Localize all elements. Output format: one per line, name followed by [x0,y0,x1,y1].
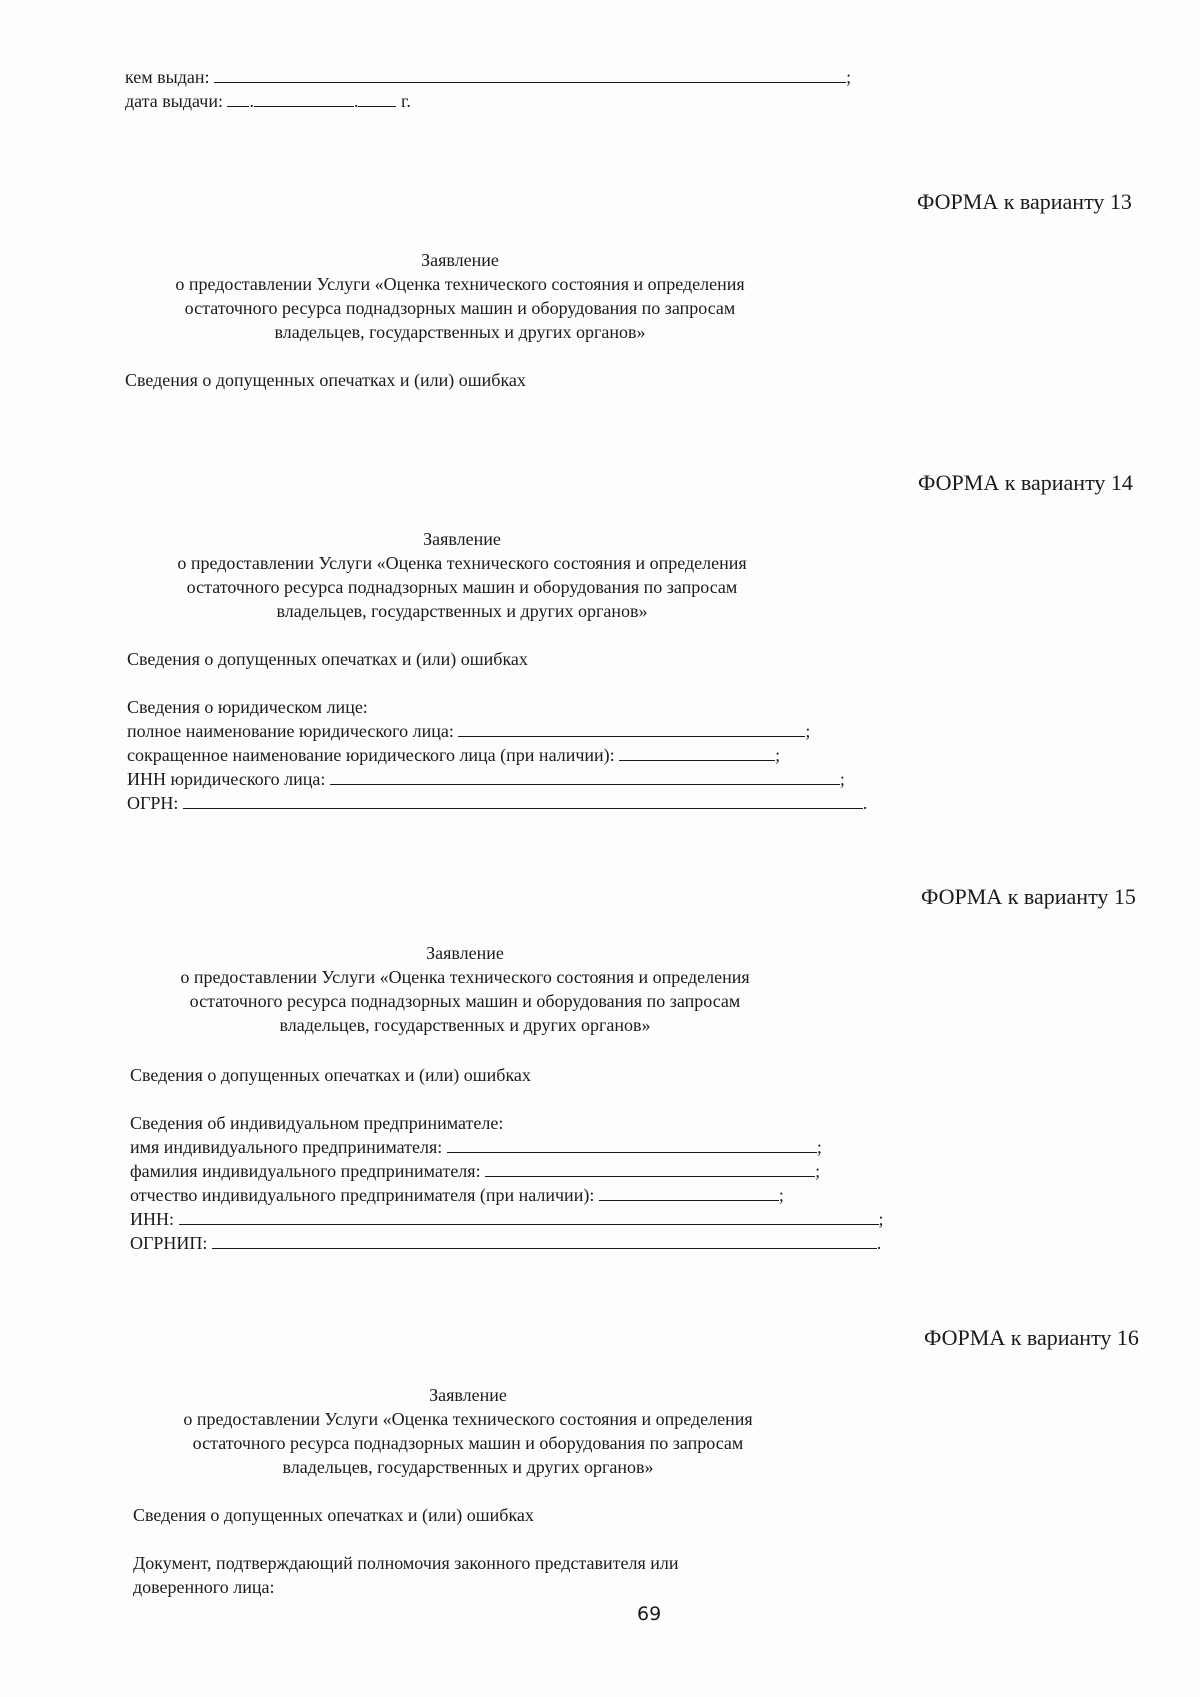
semicolon: ; [839,769,845,789]
application-title: Заявление [429,1385,507,1405]
form-14-label: ФОРМА к варианту 14 [918,470,1133,495]
form-13-application [130,248,790,344]
ip-inn-row [130,1208,884,1230]
legal-short-name-field[interactable] [619,746,775,761]
period: . [862,793,868,813]
form-16-errors-label: Сведения о допущенных опечатках и (или) ошибках [133,1505,534,1525]
application-line-2: остаточного ресурса поднадзорных машин и оборудования по запросам [184,298,736,318]
issue-day-field[interactable] [227,92,249,107]
ip-patronymic-row [130,1184,784,1206]
legal-short-name-label: сокращенное наименование юридического лица (при наличии): [127,745,615,765]
legal-short-name-row [127,744,780,766]
legal-ogrn-field[interactable] [183,794,863,809]
application-line-2: остаточного ресурса поднадзорных машин и оборудования по запросам [189,991,741,1011]
ip-ogrnip-row [130,1232,881,1254]
period: . [876,1233,882,1253]
ip-ogrnip-field[interactable] [212,1234,877,1249]
year-suffix: г. [400,91,411,111]
application-line-1: о предоставлении Услуги «Оценка технического состояния и определения [183,1409,753,1429]
form-15-label: ФОРМА к варианту 15 [921,884,1136,909]
legal-full-name-row [127,720,810,742]
ip-first-name-field[interactable] [447,1138,817,1153]
legal-inn-row [127,768,845,790]
legal-ogrn-row [127,792,867,814]
representative-line-2: доверенного лица: [133,1577,275,1597]
semicolon: ; [878,1209,884,1229]
issued-by-row [125,66,851,88]
application-line-3: владельцев, государственных и других органов» [274,322,646,342]
legal-full-name-field[interactable] [458,722,805,737]
issued-by-end: ; [846,67,852,87]
issued-by-label: кем выдан: [125,67,210,87]
form-16-label: ФОРМА к варианту 16 [924,1325,1139,1350]
application-title: Заявление [421,250,499,270]
issue-date-label: дата выдачи: [125,91,223,111]
form-16-application [138,1383,798,1479]
legal-full-name-label: полное наименование юридического лица: [127,721,454,741]
issue-month-field[interactable] [254,92,354,107]
date-separator: . [353,91,359,111]
ip-inn-field[interactable] [179,1210,879,1225]
application-line-1: о предоставлении Услуги «Оценка технического состояния и определения [177,553,747,573]
ip-last-name-label: фамилия индивидуального предпринимателя: [130,1161,481,1181]
issue-year-field[interactable] [358,92,396,107]
form-14-application [132,527,792,623]
application-line-3: владельцев, государственных и других органов» [282,1457,654,1477]
semicolon: ; [815,1161,821,1181]
issue-date-row [125,90,411,112]
issued-by-field[interactable] [214,68,846,83]
application-line-1: о предоставлении Услуги «Оценка технического состояния и определения [180,967,750,987]
legal-entity-heading: Сведения о юридическом лице: [127,697,368,717]
application-title: Заявление [423,529,501,549]
ip-ogrnip-label: ОГРНИП: [130,1233,208,1253]
form-13-label: ФОРМА к варианту 13 [917,189,1132,214]
ip-last-name-field[interactable] [485,1162,815,1177]
semicolon: ; [816,1137,822,1157]
application-line-2: остаточного ресурса поднадзорных машин и оборудования по запросам [192,1433,744,1453]
form-15-application [135,941,795,1037]
form-14-errors-label: Сведения о допущенных опечатках и (или) ошибках [127,649,528,669]
ip-patronymic-label: отчество индивидуального предпринимателя (при наличии): [130,1185,595,1205]
semicolon: ; [778,1185,784,1205]
representative-line-1: Документ, подтверждающий полномочия законного представителя или [133,1553,679,1573]
application-title: Заявление [426,943,504,963]
form-15-errors-label: Сведения о допущенных опечатках и (или) ошибках [130,1065,531,1085]
ip-first-name-label: имя индивидуального предпринимателя: [130,1137,443,1157]
semicolon: ; [775,745,781,765]
semicolon: ; [805,721,811,741]
application-line-2: остаточного ресурса поднадзорных машин и оборудования по запросам [186,577,738,597]
date-separator: . [249,91,254,111]
application-line-3: владельцев, государственных и других органов» [276,601,648,621]
application-line-3: владельцев, государственных и других органов» [279,1015,651,1035]
ip-patronymic-field[interactable] [599,1186,779,1201]
page-number: 69 [637,1603,662,1625]
legal-inn-field[interactable] [330,770,840,785]
entrepreneur-heading: Сведения об индивидуальном предпринимателе: [130,1113,504,1133]
application-line-1: о предоставлении Услуги «Оценка технического состояния и определения [175,274,745,294]
ip-inn-label: ИНН: [130,1209,174,1229]
legal-inn-label: ИНН юридического лица: [127,769,326,789]
legal-ogrn-label: ОГРН: [127,793,179,813]
ip-last-name-row [130,1160,820,1182]
ip-first-name-row [130,1136,822,1158]
form-13-errors-label: Сведения о допущенных опечатках и (или) ошибках [125,370,526,390]
